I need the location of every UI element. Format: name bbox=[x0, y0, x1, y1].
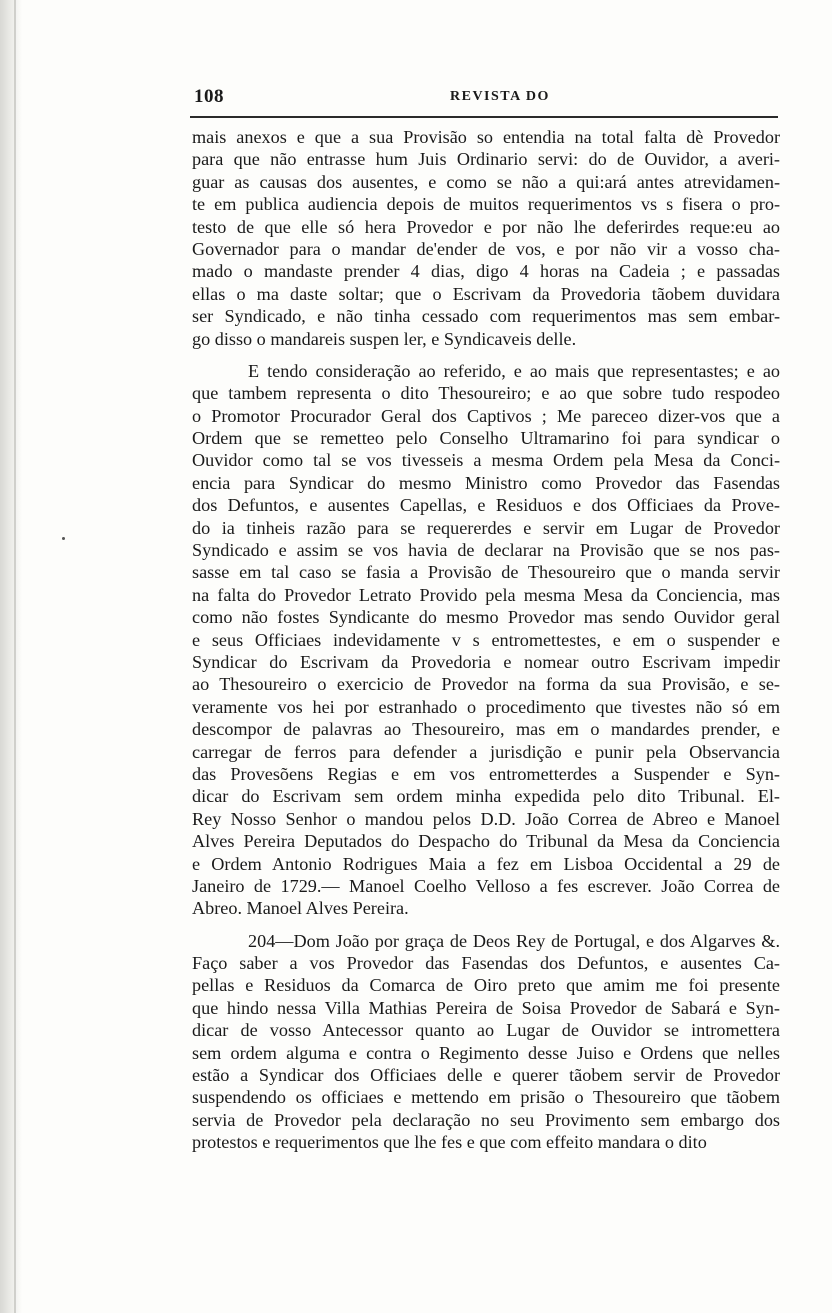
text-line: Alves Pereira Deputados do Despacho do Tribunal da Mesa da Conciencia bbox=[192, 831, 780, 852]
text-line: carregar de ferros para defender a jurisdição e punir pela Observancia bbox=[192, 741, 780, 762]
text-line: ao Thesoureiro o exercicio de Provedor na forma da sua Provisão, e se- bbox=[192, 674, 780, 695]
text-line: pellas e Residuos da Comarca de Oiro preto que amim me foi presente bbox=[192, 975, 780, 996]
paragraph bbox=[192, 360, 780, 920]
body-text bbox=[192, 126, 780, 1154]
text-line: mais anexos e que a sua Provisão so entendia na total falta dè Provedor bbox=[192, 127, 780, 147]
text-line: 204—Dom João por graça de Deos Rey de Portugal, e dos Algarves &. bbox=[248, 930, 780, 951]
text-line: testo de que elle só hera Provedor e por não lhe deferirdes reque:eu ao bbox=[192, 216, 780, 237]
text-line: das Provesõens Regias e em vos entrometterdes a Suspender e Syn- bbox=[192, 763, 780, 784]
text-line: o Promotor Procurador Geral dos Captivos ; Me pareceo dizer-vos que a bbox=[192, 405, 780, 426]
text-line: que tambem representa o dito Thesoureiro; e ao que sobre tudo respodeo bbox=[192, 383, 780, 404]
text-line: do ia tinheis razão para se requererdes e servir em Lugar de Provedor bbox=[192, 517, 780, 538]
text-line: dos Defuntos, e ausentes Capellas, e Residuos e dos Officiaes da Prove- bbox=[192, 495, 780, 516]
text-line: Rey Nosso Senhor o mandou pelos D.D. João Correa de Abreo e Manoel bbox=[192, 808, 780, 829]
text-line: ser Syndicado, e não tinha cessado com requerimentos mas sem embar- bbox=[192, 306, 780, 327]
text-line: Governador para o mandar de'ender de vos, e por não vir a vosso cha- bbox=[192, 238, 780, 259]
text-line: Abreo. Manoel Alves Pereira. bbox=[192, 898, 409, 919]
text-line: como não fostes Syndicante do mesmo Provedor mas sendo Ouvidor geral bbox=[192, 607, 780, 628]
ink-speck bbox=[62, 537, 65, 540]
text-line: guar as causas dos ausentes, e como se não a qui:ará antes atrevidamen- bbox=[192, 171, 780, 192]
paragraph-gap bbox=[192, 920, 780, 930]
text-line: Syndicado e assim se vos havia de declarar na Provisão que se nos pas- bbox=[192, 540, 780, 561]
paragraph bbox=[192, 930, 780, 1154]
header-rule bbox=[190, 116, 778, 118]
text-line: Ouvidor como tal se vos tivesseis a mesma Ordem pela Mesa da Conci- bbox=[192, 450, 780, 471]
text-line: descompor de palavras ao Thesoureiro, mas em o mandardes prender, e bbox=[192, 719, 780, 740]
text-line: sem ordem alguma e contra o Regimento desse Juiso e Ordens que nelles bbox=[192, 1042, 780, 1063]
text-line: E tendo consideração ao referido, e ao mais que representastes; e ao bbox=[248, 360, 780, 381]
text-line: que hindo nessa Villa Mathias Pereira de Soisa Provedor de Sabará e Syn- bbox=[192, 997, 780, 1018]
text-line: te em publica audiencia depois de muitos requerimentos vs s fisera o pro- bbox=[192, 194, 780, 215]
text-line: Faço saber a vos Provedor das Fasendas dos Defuntos, e ausentes Ca- bbox=[192, 953, 780, 974]
text-line: Janeiro de 1729.— Manoel Coelho Velloso a fes escrever. João Correa de bbox=[192, 875, 780, 896]
text-line: servia de Provedor pela declaração no seu Provimento sem embargo dos bbox=[192, 1109, 780, 1130]
text-line: mado o mandaste prender 4 dias, digo 4 horas na Cadeia ; e passadas bbox=[192, 261, 780, 282]
text-line: Syndicar do Escrivam da Provedoria e nomear outro Escrivam impedir bbox=[192, 651, 780, 672]
text-line: suspendendo os officiaes e mettendo em prisão o Thesoureiro que tãobem bbox=[192, 1087, 780, 1108]
running-title: REVISTA DO bbox=[450, 89, 550, 104]
text-line: estão a Syndicar dos Officiaes delle e querer tãobem servir de Provedor bbox=[192, 1065, 780, 1086]
text-line: protestos e requerimentos que lhe fes e que com effeito mandara o dito bbox=[192, 1132, 707, 1153]
text-line: dicar de vosso Antecessor quanto ao Lugar de Ouvidor se intromettera bbox=[192, 1020, 780, 1041]
text-line: encia para Syndicar do mesmo Ministro como Provedor das Fasendas bbox=[192, 472, 780, 493]
text-line: ellas o ma daste soltar; que o Escrivam da Provedoria tãobem duvidara bbox=[192, 283, 780, 304]
page-number: 108 bbox=[194, 86, 224, 107]
text-line: Ordem que se remetteo pelo Conselho Ultramarino foi para syndicar o bbox=[192, 428, 780, 449]
text-line: e Ordem Antonio Rodrigues Maia a fez em Lisboa Occidental a 29 de bbox=[192, 853, 780, 874]
text-line: go disso o mandareis suspen ler, e Syndicaveis delle. bbox=[192, 328, 577, 349]
page-header bbox=[190, 86, 782, 110]
spine-shadow bbox=[0, 0, 22, 1313]
paragraph bbox=[192, 126, 780, 350]
paragraph-gap bbox=[192, 350, 780, 360]
spine-edge bbox=[14, 0, 16, 1313]
text-line: dicar do Escrivam sem ordem minha expedida pelo dito Tribunal. El- bbox=[192, 786, 780, 807]
text-line: na falta do Provedor Letrato Provido pela mesma Mesa da Conciencia, mas bbox=[192, 584, 780, 605]
text-line: sasse em tal caso se fasia a Provisão de Thesoureiro que o manda servir bbox=[192, 562, 780, 583]
text-line: veramente vos hei por estranhado o procedimento que tivestes não só em bbox=[192, 696, 780, 717]
text-line: e seus Officiaes indevidamente v s entromettestes, e em o suspender e bbox=[192, 629, 780, 650]
text-line: para que não entrasse hum Juis Ordinario servi: do de Ouvidor, a averi- bbox=[192, 149, 780, 170]
